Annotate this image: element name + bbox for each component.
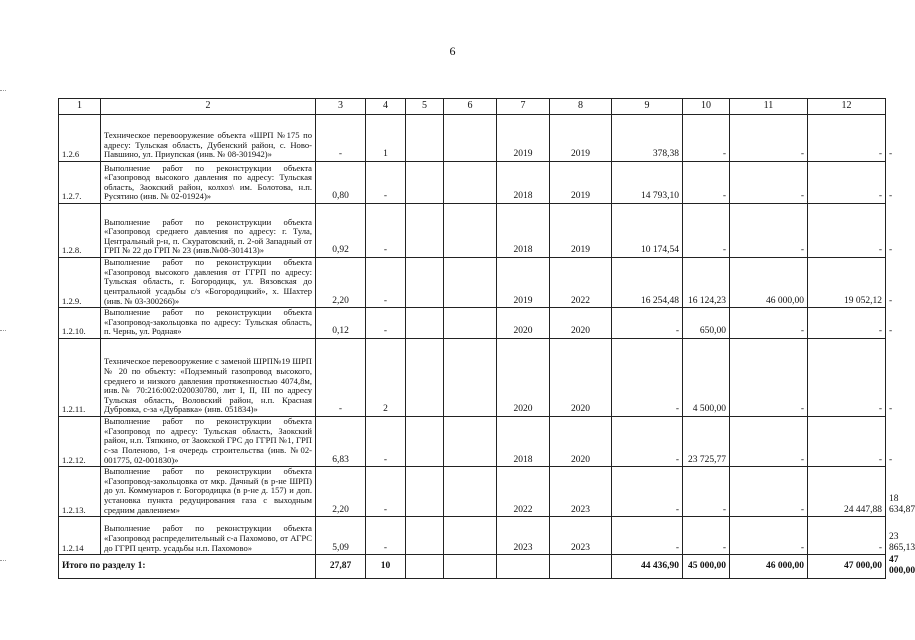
column-header-4: 4: [366, 99, 406, 115]
cell-col-2: 2,20: [316, 258, 366, 308]
column-header-6: 6: [444, 99, 497, 115]
cell-col-6: 2018: [497, 417, 550, 467]
total-col-5: [444, 555, 497, 578]
table-row: 1.2.6 Техническое перевооружение объекта «ШРП №175 по адресу: Тульская область, Дубенский район, с. Ново-Павшино, ул. Приупская (инв. № 08-301942)» - 1 2019 2019 378,38 - - - -: [59, 115, 886, 162]
cell-col-2: 0,12: [316, 308, 366, 339]
row-description: Выполнение работ по реконструкции объекта «Газопровод высокого давления по адресу: Тульская область, Заокский район, колхоз\ им. Болотова, н.п. Русятино (инв. № 02-01924)»: [101, 162, 316, 204]
cell-col-11: -: [808, 517, 886, 555]
cell-col-11: 24 447,88: [808, 467, 886, 517]
edge-mark: [0, 330, 6, 331]
table-body: [59, 115, 915, 579]
table-row: 1.2.9. Выполнение работ по реконструкции объекта «Газопровод высокого давления от ГГРП по адресу: Тульская область, г. Богородицк, ул. Вязовская до центральной усадьбы с/з «Богородицкий», х. Шахтер (инв. № 03-300266)» 2,20 - 2019 2022 16 254,48 16 124,23 46 000,00 19 052,12 -: [59, 258, 886, 308]
cell-col-7: 2020: [550, 339, 612, 417]
row-description: Техническое перевооружение объекта «ШРП №175 по адресу: Тульская область, Дубенский район, с. Ново-Павшино, ул. Приупская (инв. № 08-301942)»: [101, 115, 316, 162]
cell-col-5: [444, 339, 497, 417]
total-col-7: [550, 555, 612, 578]
cell-col-7: 2019: [550, 162, 612, 204]
column-header-3: 3: [316, 99, 366, 115]
cell-col-6: 2020: [497, 339, 550, 417]
cell-col-4: [406, 115, 444, 162]
total-label: Итого по разделу 1:: [59, 555, 316, 578]
cell-col-10: -: [730, 417, 808, 467]
cell-col-11: 19 052,12: [808, 258, 886, 308]
total-col-11: 47 000,00: [808, 555, 886, 578]
row-number: 1.2.13.: [59, 467, 101, 517]
row-number: 1.2.8.: [59, 204, 101, 258]
cell-col-7: 2022: [550, 258, 612, 308]
cell-col-9: -: [683, 517, 730, 555]
row-description: Выполнение работ по реконструкции объекта «Газопровод среднего давления по адресу: г. Тула, Центральный р-н, п. Скуратовский, п. 2-ой Западный от ГРП № 22 до ГРП № 23 (инв.№08-301413)»: [101, 204, 316, 258]
cell-col-5: [444, 115, 497, 162]
table-row: 1.2.13. Выполнение работ по реконструкции объекта «Газопровод-закольцовка от мкр. Дачный (в р-не ШРП) до ул. Коммунаров г. Богородицка (в р-не д. 157) и доп. установка пункта редуцирования газа с выходным средним давлением» 2,20 - 2022 2023 - - - 24 447,88 18 634,87: [59, 467, 886, 517]
row-description: Выполнение работ по реконструкции объекта «Газопровод-закольцовка по адресу: Тульская область, п. Чернь, ул. Родная»: [101, 308, 316, 339]
cell-col-2: -: [316, 115, 366, 162]
cell-col-5: [444, 258, 497, 308]
cell-col-2: 6,83: [316, 417, 366, 467]
cell-col-11: -: [808, 308, 886, 339]
cell-col-10: -: [730, 467, 808, 517]
cell-col-2: -: [316, 339, 366, 417]
cell-col-10: -: [730, 162, 808, 204]
cell-col-7: 2020: [550, 417, 612, 467]
cell-col-8: -: [612, 339, 683, 417]
cell-col-7: 2023: [550, 517, 612, 555]
cell-col-11: -: [808, 417, 886, 467]
row-description: Выполнение работ по реконструкции объекта «Газопровод по адресу: Тульская область, Заокский район, н.п. Тяпкино, от Заокской ГРС до ГГРП №1, ГРП с-за Поленово, 1-я очередь строительства (инв. №02-001775, 02-001830)»: [101, 417, 316, 467]
cell-col-7: 2023: [550, 467, 612, 517]
total-col-2: 27,87: [316, 555, 366, 578]
edge-mark: [0, 90, 6, 91]
cell-col-4: [406, 308, 444, 339]
cell-col-6: 2019: [497, 258, 550, 308]
cell-col-3: -: [366, 467, 406, 517]
cell-col-8: -: [612, 417, 683, 467]
cell-col-3: -: [366, 258, 406, 308]
cell-col-3: -: [366, 308, 406, 339]
table-row: 1.2.12. Выполнение работ по реконструкции объекта «Газопровод по адресу: Тульская область, Заокский район, н.п. Тяпкино, от Заокской ГРС до ГГРП №1, ГРП с-за Поленово, 1-я очередь строительства (инв. №02-001775, 02-001830)» 6,83 - 2018 2020 - 23 725,77 - - -: [59, 417, 886, 467]
cell-col-3: 2: [366, 339, 406, 417]
cell-col-3: -: [366, 417, 406, 467]
cell-col-3: -: [366, 517, 406, 555]
table-row: 1.2.11. Техническое перевооружение с заменой ШРП№19 ШРП № 20 по объекту: «Подземный газопровод высокого, среднего и низкого давления протяженностью 4074,8м, инв.№ 70:216:002:020030780, лит I, II, III по адресу Тульская область, Воловский район, н.п. Красная Дубровка, с-за «Дубравка» (инв. 051834)» - 2 2020 2020 - 4 500,00 - - -: [59, 339, 886, 417]
cell-col-8: 378,38: [612, 115, 683, 162]
table-row: 1.2.14 Выполнение работ по реконструкции объекта «Газопровод распределительный с-а Пахомово, от АГРС до ГГРП центр. усадьбы н.п. Пахомово» 5,09 - 2023 2023 - - - - 23 865,13: [59, 517, 886, 555]
cell-col-9: -: [683, 162, 730, 204]
cell-col-3: -: [366, 162, 406, 204]
cell-col-8: 14 793,10: [612, 162, 683, 204]
cell-col-5: [444, 467, 497, 517]
cell-col-2: 0,80: [316, 162, 366, 204]
cell-col-5: [444, 308, 497, 339]
cell-col-10: -: [730, 308, 808, 339]
row-description: Выполнение работ по реконструкции объекта «Газопровод распределительный с-а Пахомово, от АГРС до ГГРП центр. усадьбы н.п. Пахомово»: [101, 517, 316, 555]
cell-col-6: 2023: [497, 517, 550, 555]
cell-col-6: 2018: [497, 162, 550, 204]
row-number: 1.2.12.: [59, 417, 101, 467]
cell-col-4: [406, 162, 444, 204]
row-description: Выполнение работ по реконструкции объекта «Газопровод-закольцовка от мкр. Дачный (в р-не ШРП) до ул. Коммунаров г. Богородицка (в р-не д. 157) и доп. установка пункта редуцирования газа с выходным средним давлением»: [101, 467, 316, 517]
column-header-7: 7: [497, 99, 550, 115]
cell-col-4: [406, 204, 444, 258]
column-header-8: 8: [550, 99, 612, 115]
table-row: 1.2.7. Выполнение работ по реконструкции объекта «Газопровод высокого давления по адресу: Тульская область, Заокский район, колхоз\ им. Болотова, н.п. Русятино (инв. № 02-01924)» 0,80 - 2018 2019 14 793,10 - - - -: [59, 162, 886, 204]
cell-col-7: 2019: [550, 204, 612, 258]
cell-col-4: [406, 258, 444, 308]
cell-col-9: 4 500,00: [683, 339, 730, 417]
cell-col-4: [406, 467, 444, 517]
cell-col-9: 16 124,23: [683, 258, 730, 308]
column-header-1: 1: [59, 99, 101, 115]
row-number: 1.2.14: [59, 517, 101, 555]
row-number: 1.2.10.: [59, 308, 101, 339]
column-header-12: 12: [808, 99, 886, 115]
cell-col-6: 2018: [497, 204, 550, 258]
cell-col-10: 46 000,00: [730, 258, 808, 308]
cell-col-5: [444, 417, 497, 467]
cell-col-10: -: [730, 204, 808, 258]
cell-col-6: 2019: [497, 115, 550, 162]
column-header-9: 9: [612, 99, 683, 115]
column-header-2: 2: [101, 99, 316, 115]
cell-col-8: -: [612, 517, 683, 555]
total-col-9: 45 000,00: [683, 555, 730, 578]
cell-col-9: 650,00: [683, 308, 730, 339]
row-number: 1.2.6: [59, 115, 101, 162]
column-header-5: 5: [406, 99, 444, 115]
cell-col-5: [444, 517, 497, 555]
cell-col-4: [406, 417, 444, 467]
row-description: Выполнение работ по реконструкции объекта «Газопровод высокого давления от ГГРП по адресу: Тульская область, г. Богородицк, ул. Вязовская до центральной усадьбы с/з «Богородицкий», х. Шахтер (инв. № 03-300266)»: [101, 258, 316, 308]
cell-col-6: 2022: [497, 467, 550, 517]
cell-col-7: 2019: [550, 115, 612, 162]
cell-col-5: [444, 162, 497, 204]
cell-col-6: 2020: [497, 308, 550, 339]
cell-col-8: 10 174,54: [612, 204, 683, 258]
column-header-11: 11: [730, 99, 808, 115]
cell-col-11: -: [808, 339, 886, 417]
cell-col-9: -: [683, 115, 730, 162]
cell-col-5: [444, 204, 497, 258]
row-number: 1.2.9.: [59, 258, 101, 308]
edge-mark: [0, 560, 6, 561]
cell-col-10: -: [730, 115, 808, 162]
cell-col-8: -: [612, 467, 683, 517]
total-col-6: [497, 555, 550, 578]
cell-col-8: 16 254,48: [612, 258, 683, 308]
row-number: 1.2.7.: [59, 162, 101, 204]
table-row: 1.2.10. Выполнение работ по реконструкции объекта «Газопровод-закольцовка по адресу: Тульская область, п. Чернь, ул. Родная» 0,12 - 2020 2020 - 650,00 - - -: [59, 308, 886, 339]
cell-col-11: -: [808, 162, 886, 204]
cell-col-10: -: [730, 517, 808, 555]
page-number: 6: [449, 44, 456, 58]
header-row: [59, 99, 886, 115]
total-col-8: 44 436,90: [612, 555, 683, 578]
column-header-10: 10: [683, 99, 730, 115]
cell-col-11: -: [808, 204, 886, 258]
cell-col-8: -: [612, 308, 683, 339]
cell-col-2: 5,09: [316, 517, 366, 555]
cell-col-2: 0,92: [316, 204, 366, 258]
table-row: 1.2.8. Выполнение работ по реконструкции объекта «Газопровод среднего давления по адресу: г. Тула, Центральный р-н, п. Скуратовский, п. 2-ой Западный от ГРП № 22 до ГРП № 23 (инв.№08-301413)» 0,92 - 2018 2019 10 174,54 - - - -: [59, 204, 886, 258]
row-number: 1.2.11.: [59, 339, 101, 417]
cell-col-3: 1: [366, 115, 406, 162]
total-col-4: [406, 555, 444, 578]
investment-table: [58, 98, 915, 579]
cell-col-9: 23 725,77: [683, 417, 730, 467]
cell-col-9: -: [683, 467, 730, 517]
cell-col-3: -: [366, 204, 406, 258]
cell-col-11: -: [808, 115, 886, 162]
cell-col-2: 2,20: [316, 467, 366, 517]
cell-col-4: [406, 339, 444, 417]
total-col-10: 46 000,00: [730, 555, 808, 578]
cell-col-7: 2020: [550, 308, 612, 339]
total-col-3: 10: [366, 555, 406, 578]
cell-col-9: -: [683, 204, 730, 258]
row-description: Техническое перевооружение с заменой ШРП№19 ШРП № 20 по объекту: «Подземный газопровод высокого, среднего и низкого давления протяженностью 4074,8м, инв.№ 70:216:002:020030780, лит I, II, III по адресу Тульская область, Воловский район, н.п. Красная Дубровка, с-за «Дубравка» (инв. 051834)»: [101, 339, 316, 417]
cell-col-4: [406, 517, 444, 555]
total-row: Итого по разделу 1: 27,87 10 44 436,90 45 000,00 46 000,00 47 000,00 47 000,00: [59, 555, 886, 578]
cell-col-10: -: [730, 339, 808, 417]
